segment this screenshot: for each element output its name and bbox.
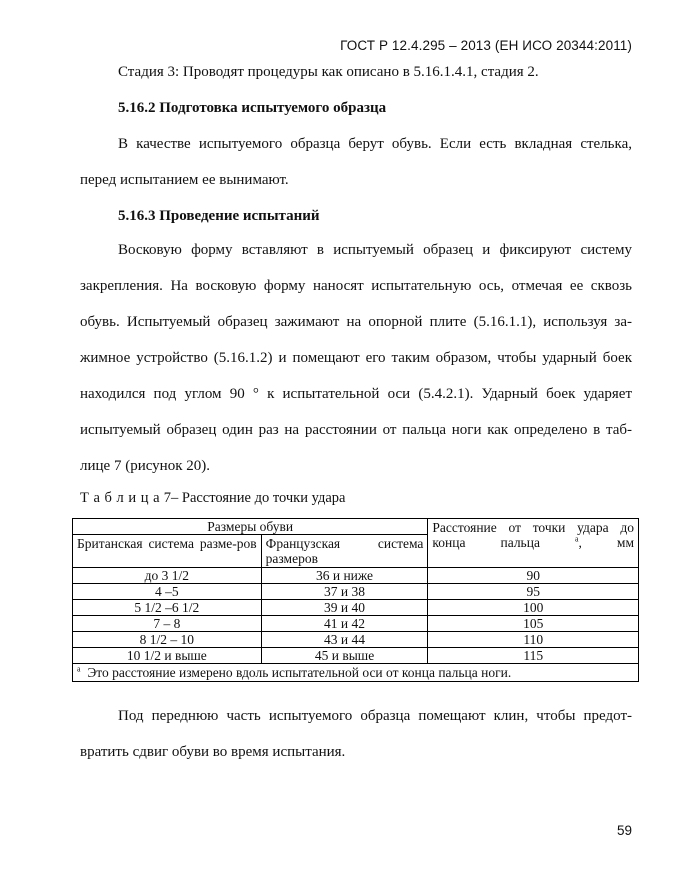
footnote-text: Это расстояние измерено вдоль испытательной оси от конца пальца ноги. — [87, 665, 512, 680]
cell-dist: 100 — [428, 600, 639, 616]
cell-uk: до 3 1/2 — [73, 568, 262, 584]
table-row — [73, 648, 639, 664]
col-header-fr: Французская система размеров — [261, 535, 428, 568]
col-header-distance-text: Расстояние от точки удара до конца пальца — [432, 520, 634, 550]
table-header-row — [73, 519, 639, 535]
section-5-16-2-text: В качестве испытуемого образца берут обувь. Если есть вкладная стелька, перед испытанием ее вынимают. — [80, 136, 632, 188]
stage-3-text: Стадия 3: Проводят процедуры как описано в 5.16.1.4.1, стадия 2. — [118, 64, 539, 80]
closing-text: Под переднюю часть испытуемого образца помещают клин, чтобы предот-вратить сдвиг обуви во время испытания. — [80, 708, 632, 760]
group-header-shoe-sizes: Размеры обуви — [73, 519, 428, 535]
col-header-distance-unit: , мм — [578, 535, 634, 550]
table-row — [73, 632, 639, 648]
cell-dist: 115 — [428, 648, 639, 664]
cell-uk: 7 – 8 — [73, 616, 262, 632]
col-header-uk: Британская система разме-ров — [73, 535, 262, 568]
table-row — [73, 568, 639, 584]
cell-uk: 10 1/2 и выше — [73, 648, 262, 664]
table-row — [73, 584, 639, 600]
cell-fr: 39 и 40 — [261, 600, 428, 616]
cell-fr: 36 и ниже — [261, 568, 428, 584]
footnote-marker-ref: а — [574, 534, 579, 544]
cell-dist: 90 — [428, 568, 639, 584]
col-header-distance — [428, 519, 639, 568]
table-caption-title: 7– Расстояние до точки удара — [160, 490, 346, 506]
section-5-16-3-text: Восковую форму вставляют в испытуемый образец и фиксируют систему закрепления. На восковую форму наносят испытательную ось, отмечая ее сквозь обувь. Испытуемый образец зажимают на опорной плите (5.16.1.1), используя за-жимное устройство (5.16.1.2) и помещают его таким образом, чтобы ударный боек находился под углом 90 ° к испытательной оси (5.4.2.1). Ударный боек ударяет испытуемый образец один раз на расстоянии от пальца ноги как определено в таб-лице 7 (рисунок 20). — [80, 242, 632, 474]
document-header: ГОСТ Р 12.4.295 – 2013 (ЕН ИСО 20344:2011) — [340, 38, 632, 53]
table-caption-label: Т а б л и ц а — [80, 490, 161, 506]
table-row — [73, 600, 639, 616]
cell-fr: 37 и 38 — [261, 584, 428, 600]
cell-fr: 45 и выше — [261, 648, 428, 664]
cell-dist: 95 — [428, 584, 639, 600]
cell-uk: 4 –5 — [73, 584, 262, 600]
cell-fr: 43 и 44 — [261, 632, 428, 648]
table-footnote — [73, 664, 639, 682]
cell-uk: 5 1/2 –6 1/2 — [73, 600, 262, 616]
distance-table — [72, 518, 639, 682]
cell-dist: 110 — [428, 632, 639, 648]
footnote-marker: а — [77, 664, 81, 674]
page-number: 59 — [616, 823, 632, 838]
section-5-16-2-heading: 5.16.2 Подготовка испытуемого образца — [118, 100, 387, 116]
table-row — [73, 616, 639, 632]
cell-dist: 105 — [428, 616, 639, 632]
table-caption — [80, 490, 345, 507]
cell-fr: 41 и 42 — [261, 616, 428, 632]
cell-uk: 8 1/2 – 10 — [73, 632, 262, 648]
section-5-16-3-heading: 5.16.3 Проведение испытаний — [118, 208, 320, 224]
table-footnote-row — [73, 664, 639, 682]
